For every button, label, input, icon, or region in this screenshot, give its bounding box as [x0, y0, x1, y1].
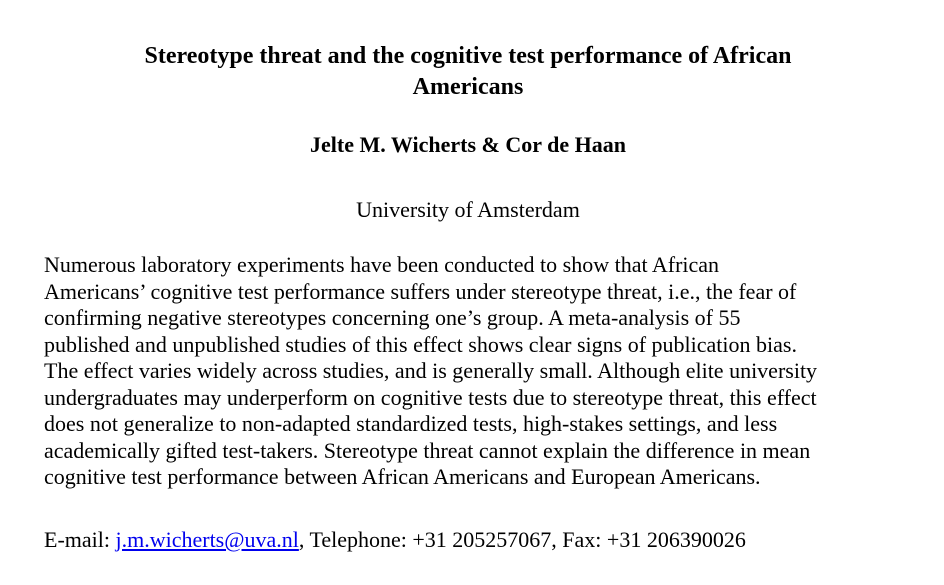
contact-info — [44, 526, 924, 554]
email-link[interactable]: j.m.wicherts@uva.nl — [115, 527, 299, 552]
abstract-line: The effect varies widely across studies, and is generally small. Although elite university — [44, 358, 818, 383]
phone-fax-text: , Telephone: +31 205257067, Fax: +31 206390026 — [298, 527, 746, 552]
paper-title — [40, 41, 896, 103]
abstract — [44, 252, 924, 491]
abstract-line: academically gifted test-takers. Stereotype threat cannot explain the difference in mean — [44, 437, 811, 463]
abstract-line: does not generalize to non-adapted standardized tests, high-stakes settings, and less — [44, 411, 778, 436]
email-label: E-mail: — [44, 527, 116, 552]
abstract-line: Numerous laboratory experiments have been conducted to show that African — [44, 252, 720, 277]
abstract-line: Americans’ cognitive test performance suffers under stereotype threat, i.e., the fear of — [44, 278, 797, 304]
title-line: Americans — [412, 74, 524, 100]
title-line: Stereotype threat and the cognitive test performance of African — [144, 43, 792, 69]
abstract-line: cognitive test performance between African Americans and European Americans. — [44, 464, 761, 489]
abstract-line: undergraduates may underperform on cognitive tests due to stereotype threat, this effect — [44, 384, 817, 410]
abstract-line: published and unpublished studies of this effect shows clear signs of publication bias. — [44, 331, 797, 357]
author-list: Jelte M. Wicherts & Cor de Haan — [310, 132, 626, 157]
abstract-line: confirming negative stereotypes concerning one’s group. A meta-analysis of 55 — [44, 305, 741, 330]
affiliation: University of Amsterdam — [356, 197, 580, 222]
